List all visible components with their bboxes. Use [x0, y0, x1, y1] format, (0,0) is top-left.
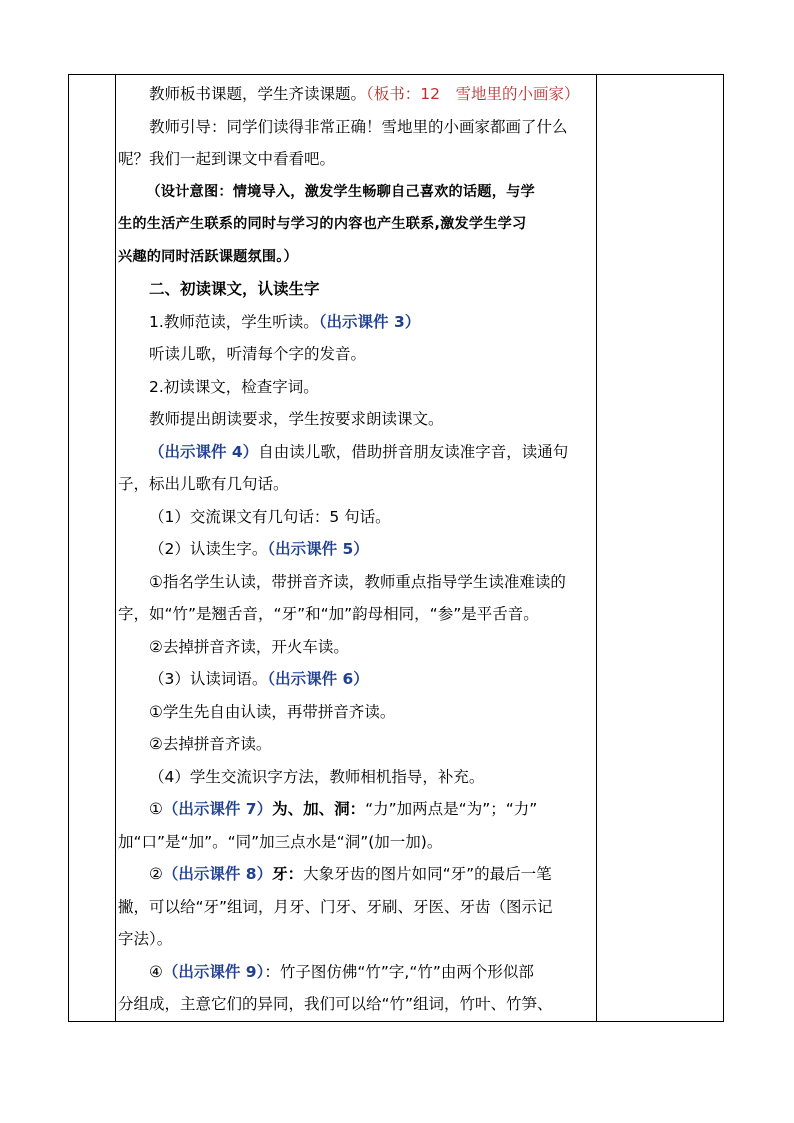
courseware-ref: （出示课件 8）	[162, 865, 273, 883]
courseware-ref: （出示课件 4）	[149, 442, 259, 461]
text-line: 字，如“竹”是翘舌音，“牙”和“加”韵母相同，“参”是平舌音。	[118, 605, 539, 623]
text-line: 教师提出朗读要求，学生按要求朗读课文。	[149, 410, 444, 428]
text-line: 教师引导：同学们读得非常正确！雪地里的小画家都画了什么	[149, 117, 568, 136]
blackboard-note: （板书：12 雪地里的小画家）	[366, 85, 580, 103]
text-line: 1.教师范读，学生听读。（出示课件 3）	[149, 312, 421, 331]
text-line: （1）交流课文有几句话：5 句话。	[149, 507, 391, 526]
text-line: ①（出示课件 7）为、加、洞：“力”加两点是“为”；“力”	[149, 800, 538, 818]
courseware-ref: （出示课件 3）	[318, 312, 421, 331]
courseware-ref: （出示课件 7）	[162, 800, 273, 818]
text-line: ①指名学生认读，带拼音齐读，教师重点指导学生读准难读的	[149, 572, 566, 591]
text-line: 呢？我们一起到课文中看看吧。	[118, 150, 336, 168]
text-line: 子，标出儿歌有几句话。	[118, 475, 289, 493]
text-line: 2.初读课文，检查字词。	[149, 377, 319, 396]
text-line: （出示课件 4）自由读儿歌，借助拼音朋友读准字音，读通句	[149, 442, 569, 461]
text-line: 教师板书课题，学生齐读课题。（板书：12 雪地里的小画家）	[149, 85, 580, 103]
text-line: ④（出示课件 9）：竹子图仿佛“竹”字,“竹”由两个形似部	[149, 962, 534, 981]
courseware-ref: （出示课件 6）	[267, 670, 369, 688]
text-line: （3）认读词语。（出示课件 6）	[149, 670, 369, 688]
text-line: 撇，可以给“牙”组词，月牙、门牙、牙刷、牙医、牙齿（图示记	[118, 897, 553, 916]
text-line: ②（出示课件 8）牙：大象牙齿的图片如同“牙”的最后一笔	[149, 865, 552, 883]
text-line: ②去掉拼音齐读，开火车读。	[149, 637, 349, 656]
text-line: 字法）。	[118, 930, 173, 948]
design-intent-line: 生的生活产生联系的同时与学习的内容也产生联系,激发学生学习	[118, 216, 527, 232]
text-line: （2）认读生字。（出示课件 5）	[149, 540, 369, 558]
design-intent-line: （设计意图：情境导入，激发学生畅聊自己喜欢的话题，与学	[146, 183, 535, 200]
text-line: （4）学生交流识字方法，教师相机指导，补充。	[149, 767, 485, 786]
section-heading: 二、初读课文，认读生字	[149, 280, 320, 298]
text-line: ①学生先自由认读，再带拼音齐读。	[149, 702, 396, 721]
lesson-content	[118, 78, 596, 1021]
design-intent-line: 兴趣的同时活跃课题氛围。）	[118, 248, 298, 265]
courseware-ref: （出示课件 5）	[267, 540, 369, 558]
text-line: 分组成，主意它们的异同，我们可以给“竹”组词，竹叶、竹笋、	[118, 995, 553, 1013]
courseware-ref: （出示课件 9）	[162, 962, 265, 981]
table-column-divider-right	[596, 75, 597, 1021]
text-line: 听读儿歌，听清每个字的发音。	[149, 345, 367, 363]
table-column-divider-left	[115, 75, 116, 1021]
text-line: ②去掉拼音齐读。	[149, 735, 272, 753]
text-line: 加“口”是“加”。“同”加三点水是“洞”(加一加)。	[118, 832, 443, 851]
